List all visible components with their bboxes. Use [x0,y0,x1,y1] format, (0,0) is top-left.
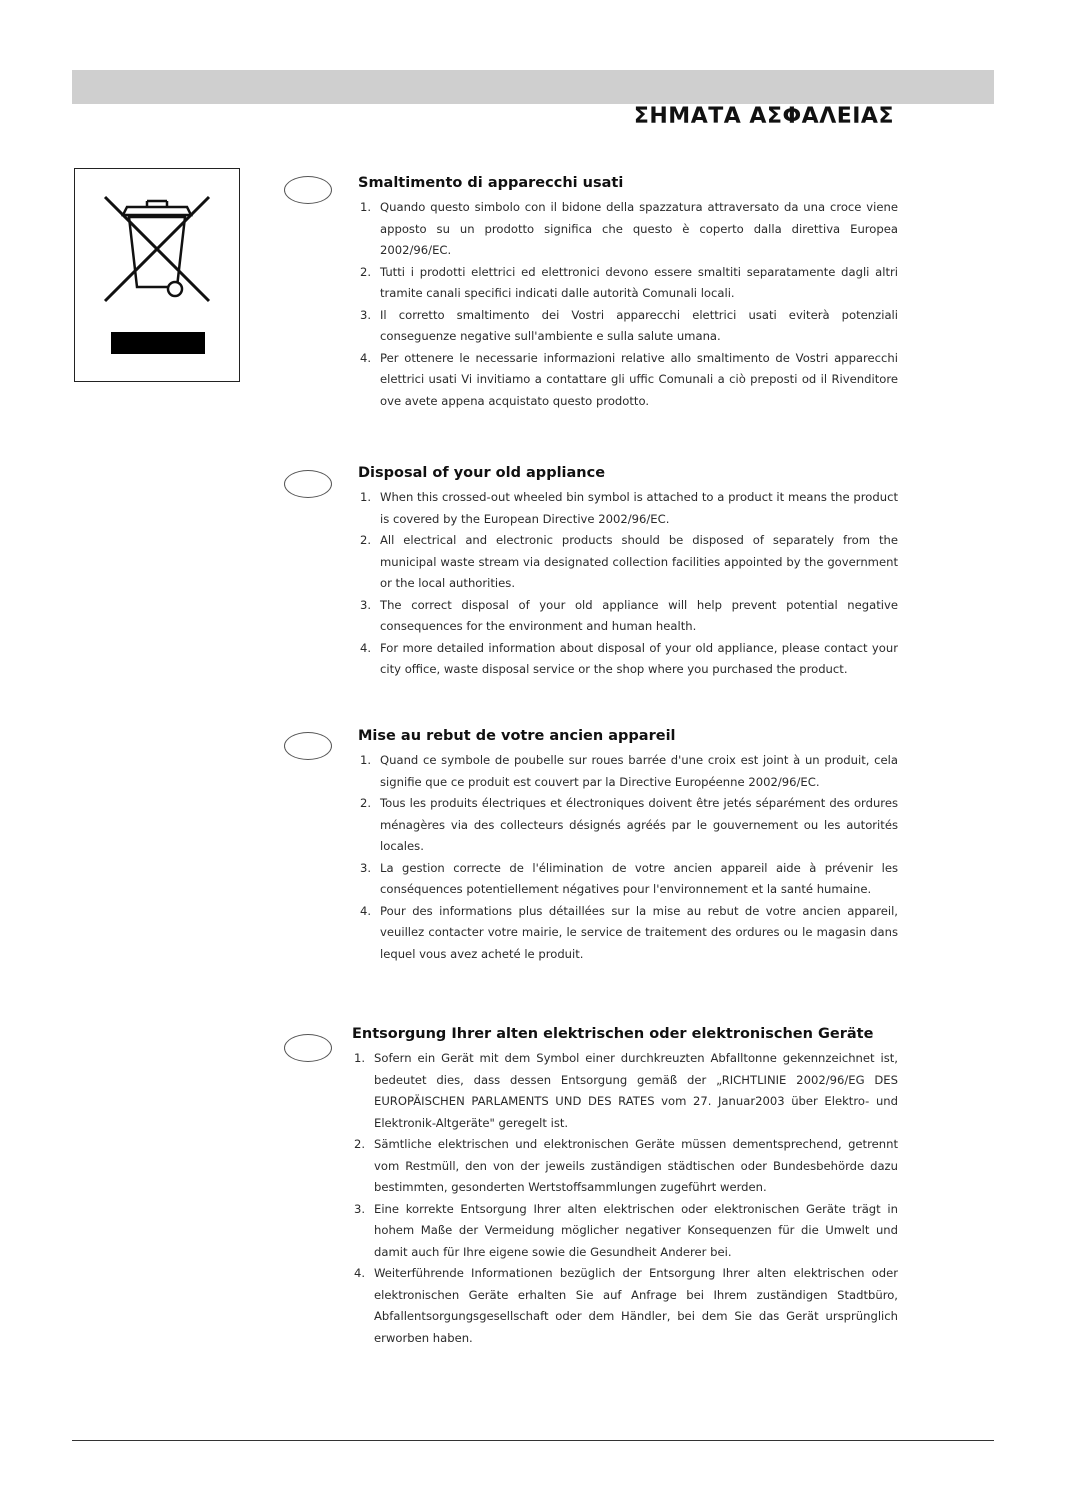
item-number: 1. [354,1051,366,1065]
item-number: 2. [354,1137,366,1151]
item-text: Pour des informations plus détaillées sur la mise au rebut de votre ancien appareil, veuillez contacter votre mairie, le service de traitement des ordures ou le magasin dans lequel vous avez acheté le produit. [380,903,898,961]
item-number: 3. [360,597,372,612]
header-bar [72,70,994,104]
list-item [358,197,898,262]
page-title: ΣΗΜΑΤΑ ΑΣΦΑΛΕΙΑΣ [633,104,894,129]
section-it [358,175,898,412]
item-number: 4. [354,1266,366,1280]
black-bar [111,332,205,354]
list-item [358,262,898,305]
list-item [358,348,898,413]
list-item [358,530,898,595]
item-number: 1. [360,753,372,767]
item-number: 1. [360,200,372,214]
list-item [358,750,898,793]
list-item [352,1263,898,1349]
list-item [358,595,898,638]
item-text: Tutti i prodotti elettrici ed elettronici devono essere smaltiti separatamente dagli altri tramite canali specifici indicati dalle autorità Comunali locali. [380,264,898,300]
item-text: Weiterführende Informationen bezüglich der Entsorgung Ihrer alten elektrischen oder elektronischen Geräte erhalten Sie auf Anfrage bei Ihrem zuständigen Stadtbüro, Abfallentsorgungsgesellschaft oder dem Händler, bei dem Sie das Gerät ursprünglich erworben haben. [374,1266,898,1345]
item-text: Quand ce symbole de poubelle sur roues barrée d'une croix est joint à un produit, cela signifie que ce produit est couvert par la Directive Européenne 2002/96/EC. [380,753,898,789]
item-text: Il corretto smaltimento dei Vostri apparecchi elettrici usati eviterà potenziali conseguenze negative sull'ambiente e sulla salute umana. [380,307,898,343]
list-item [358,858,898,901]
section-de [352,1026,898,1349]
list-item [358,487,898,530]
list-item [358,793,898,858]
list-item [358,305,898,348]
item-number: 4. [360,350,372,365]
list-item [358,638,898,681]
item-text: Tous les produits électriques et électroniques doivent être jetés séparément des ordures ménagères via des collecteurs désignés agréés par le gouvernement ou les autorités locales. [380,796,898,853]
list-item [352,1199,898,1264]
section-heading: Smaltimento di apparecchi usati [358,175,624,191]
weee-symbol-box [74,168,240,382]
item-text: The correct disposal of your old appliance will help prevent potential negative consequences for the environment and human health. [380,597,898,633]
item-number: 4. [360,903,372,918]
item-text: All electrical and electronic products should be disposed of separately from the municipal waste stream via designated collection facilities appointed by the government or the local authorities. [380,533,898,590]
item-number: 3. [354,1201,366,1216]
bottom-rule [72,1440,994,1441]
item-list [358,750,898,965]
item-number: 3. [360,307,372,322]
flag-de-icon [284,1034,332,1062]
section-heading: Entsorgung Ihrer alten elektrischen oder elektronischen Geräte [352,1026,874,1042]
item-text: Sofern ein Gerät mit dem Symbol einer durchkreuzten Abfalltonne gekennzeichnet ist, bedeutet dies, dass dessen Entsorgung gemäß der „RICHTLINIE 2002/96/EG DES EUROPÄISCHEN PARLAMENTS UND DES RATES vom 27. Januar2003 über Elektro- und Elektronik-Altgeräte" geregelt ist. [374,1051,898,1130]
section-heading: Disposal of your old appliance [358,465,606,481]
flag-en-icon [284,470,332,498]
item-text: Sämtliche elektrischen und elektronischen Geräte müssen dementsprechend, getrennt vom Restmüll, den von der jeweils zuständigen städtischen oder Bundesbehörde dazu bestimmten, gesonderten Wertstoffsammlungen zugeführt werden. [374,1137,898,1194]
list-item [358,901,898,966]
item-list [358,197,898,412]
item-list [352,1048,898,1349]
section-en [358,465,898,681]
item-text: For more detailed information about disposal of your old appliance, please contact your city office, waste disposal service or the shop where you purchased the product. [380,640,898,676]
item-number: 2. [360,264,372,279]
item-text: Per ottenere le necessarie informazioni relative allo smaltimento de Vostri apparecchi elettrici usati Vi invitiamo a contattare gli uffic Comunali a ciò preposti od il Rivenditore ove avete appena acquistato questo prodotto. [380,350,898,408]
item-list [358,487,898,681]
section-heading: Mise au rebut de votre ancien appareil [358,728,676,744]
item-number: 2. [360,796,372,810]
item-text: Quando questo simbolo con il bidone della spazzatura attraversato da una croce viene apposto su un prodotto significa che questo è coperto dalla direttiva Europea 2002/96/EC. [380,200,898,257]
list-item [352,1048,898,1134]
item-number: 2. [360,533,372,547]
item-number: 1. [360,490,372,504]
item-number: 4. [360,640,372,655]
section-fr [358,728,898,965]
flag-it-icon [284,176,332,204]
list-item [352,1134,898,1199]
item-text: Eine korrekte Entsorgung Ihrer alten elektrischen oder elektronischen Geräte trägt in hohem Maße der Vermeidung möglicher negativer Konsequenzen für die Umwelt und damit auch für Ihre eigene sowie die Gesundheit Anderer bei. [374,1201,898,1259]
item-text: La gestion correcte de l'élimination de votre ancien appareil aide à prévenir les conséquences potentiellement négatives pour l'environnement et la santé humaine. [380,860,898,896]
flag-fr-icon [284,732,332,760]
item-number: 3. [360,860,372,875]
item-text: When this crossed-out wheeled bin symbol is attached to a product it means the product is covered by the European Directive 2002/96/EC. [380,490,898,526]
